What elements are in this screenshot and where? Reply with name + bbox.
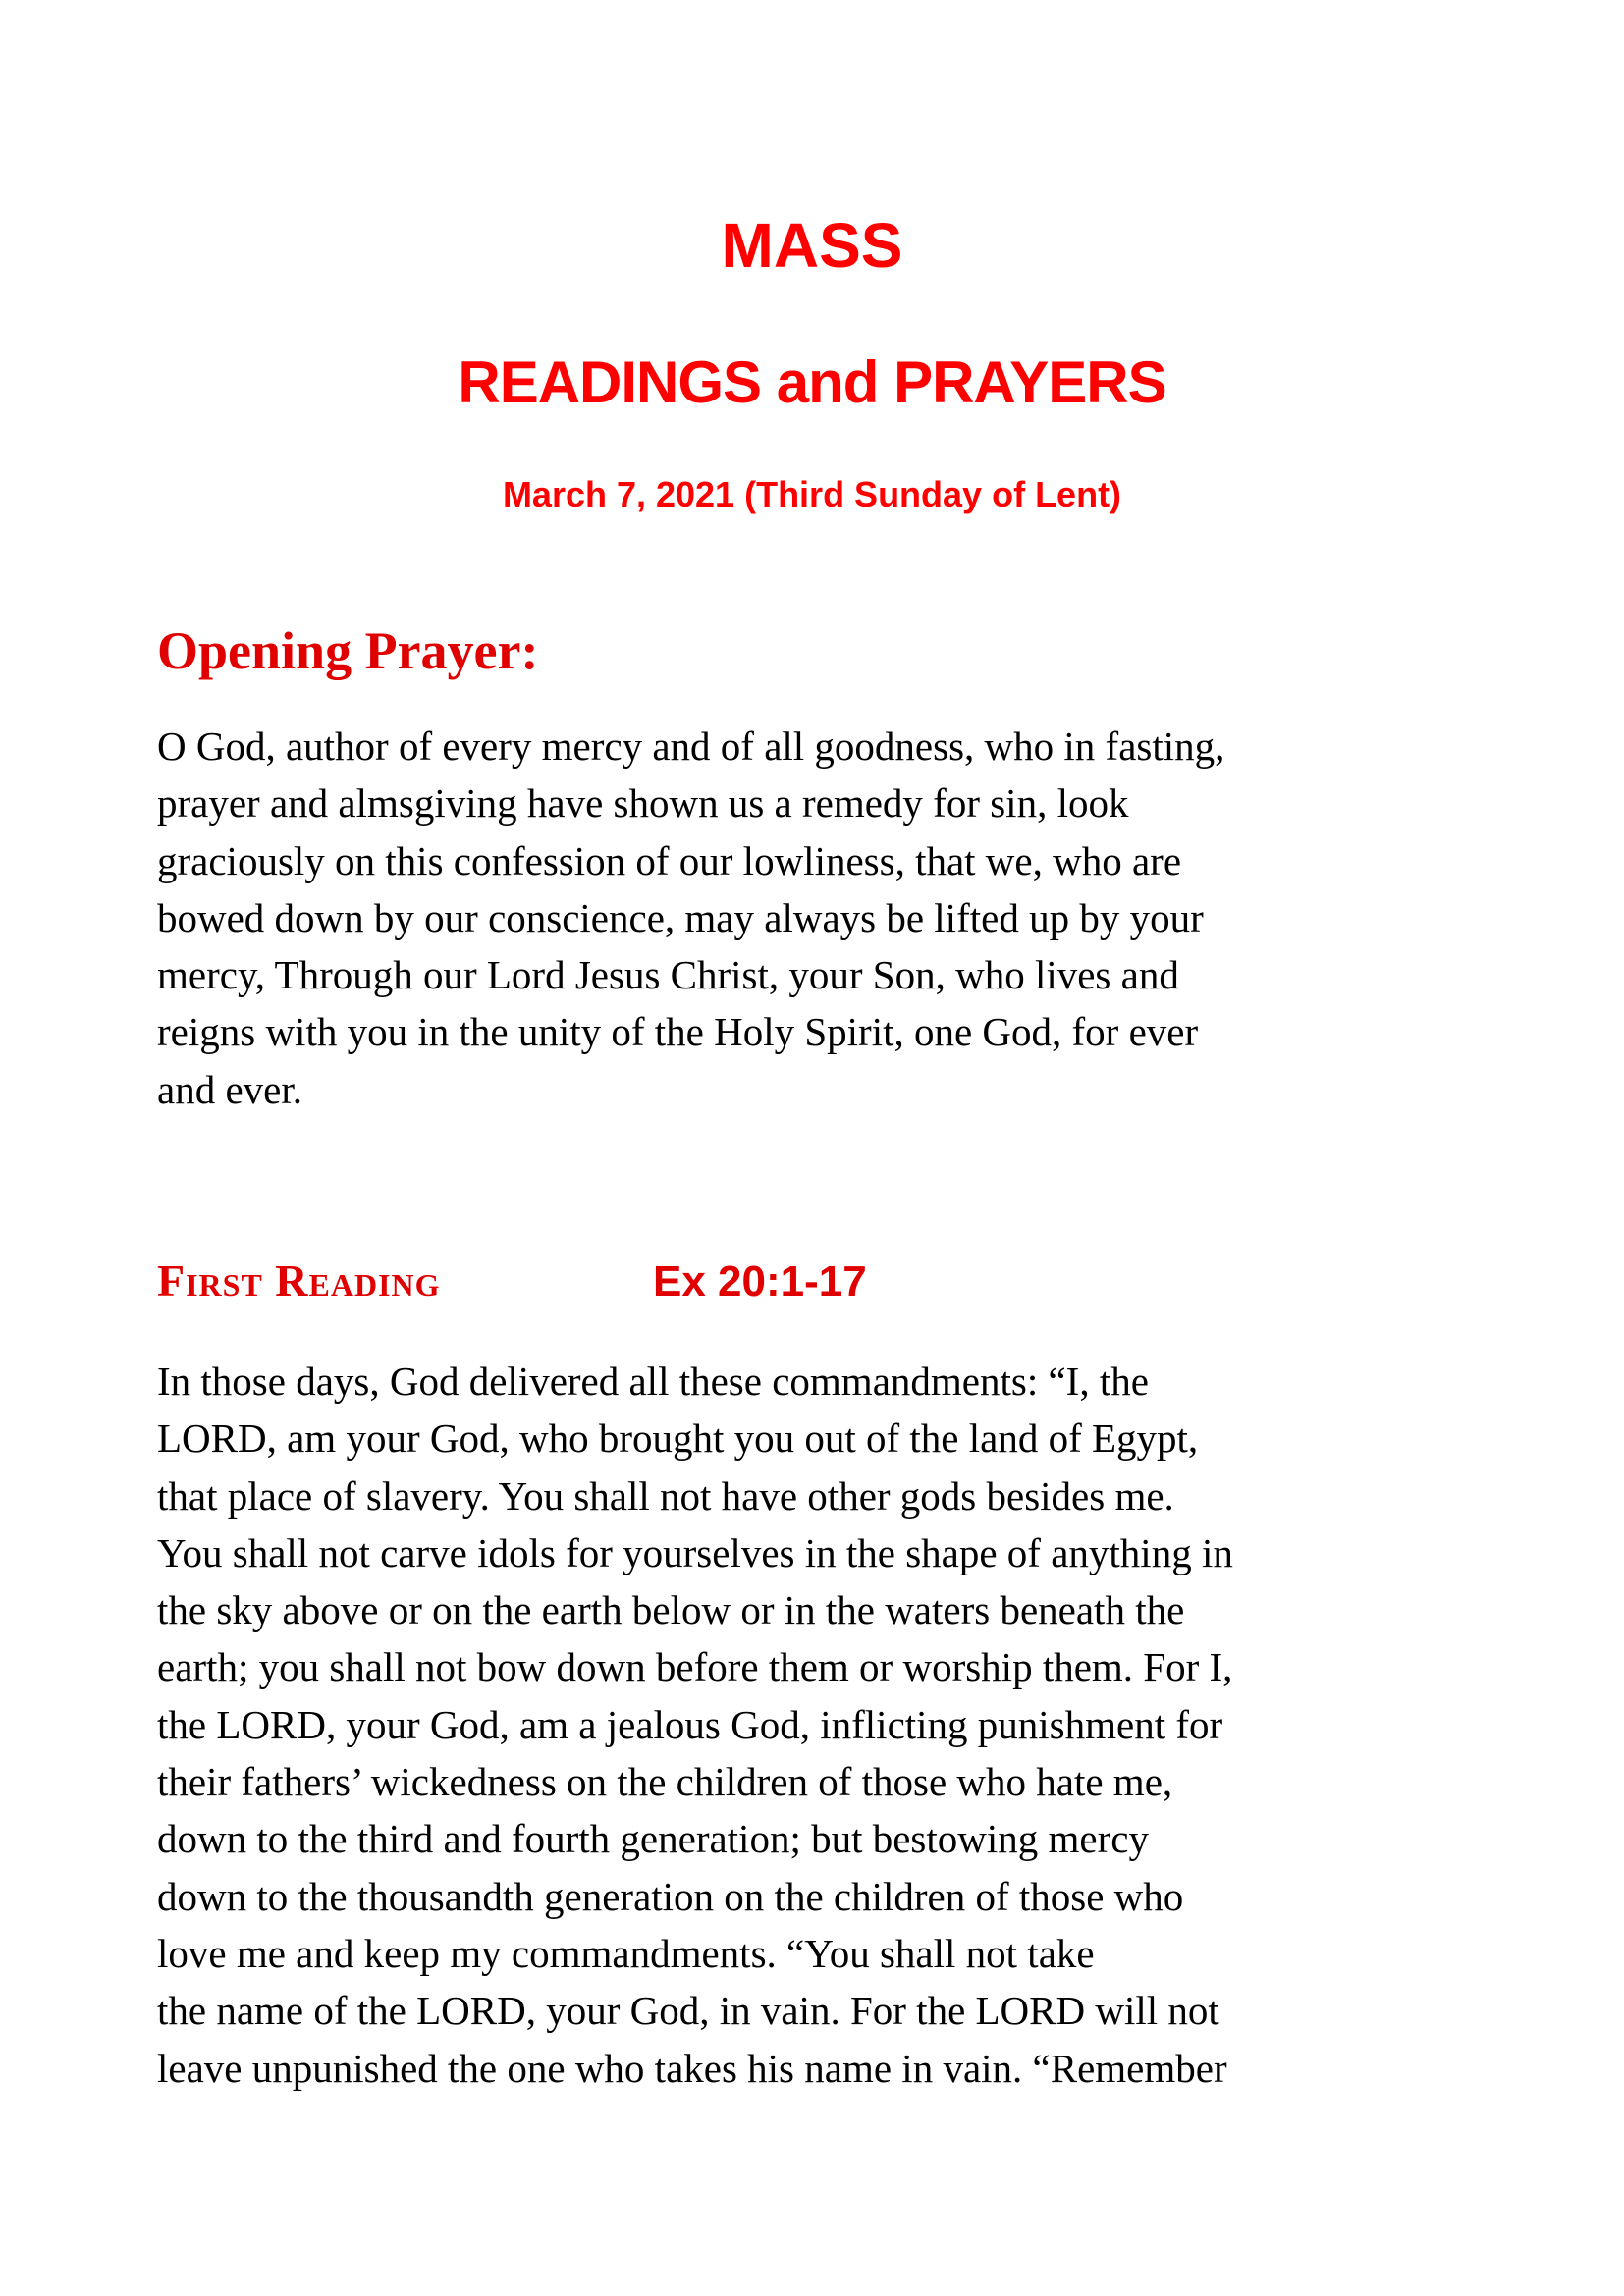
text-line: down to the thousandth generation on the children of those who: [157, 1873, 1184, 1919]
text-line: down to the third and fourth generation; but bestowing mercy: [157, 1816, 1149, 1862]
text-line: You shall not carve idols for yourselves in the shape of anything in: [157, 1529, 1233, 1575]
text-line: mercy, Through our Lord Jesus Christ, your Son, who lives and: [157, 952, 1179, 998]
text-line: the LORD, your God, am a jealous God, inflicting punishment for: [157, 1701, 1223, 1747]
text-line: the sky above or on the earth below or in the waters beneath the: [157, 1587, 1185, 1633]
text-line: LORD, am your God, who brought you out of the land of Egypt,: [157, 1415, 1199, 1462]
text-line: In those days, God delivered all these commandments: “I, the: [157, 1359, 1149, 1404]
text-line: graciously on this confession of our lowliness, that we, who are: [157, 837, 1182, 883]
text-line: their fathers’ wickedness on the children of those who hate me,: [157, 1759, 1173, 1805]
text-line: the name of the LORD, your God, in vain. For the LORD will not: [157, 1988, 1219, 2034]
document-subtitle: READINGS and PRAYERS: [458, 349, 1166, 415]
text-line: bowed down by our conscience, may always be lifted up by your: [157, 894, 1204, 940]
document-title: MASS: [721, 210, 903, 281]
text-line: reigns with you in the unity of the Holy Spirit, one God, for ever: [157, 1009, 1199, 1055]
document-date: March 7, 2021 (Third Sunday of Lent): [502, 474, 1122, 514]
text-line: love me and keep my commandments. “You shall not take: [157, 1930, 1095, 1976]
first-reading-heading: First Reading: [157, 1255, 441, 1306]
opening-prayer-heading: Opening Prayer:: [157, 621, 539, 680]
text-line: prayer and almsgiving have shown us a remedy for sin, look: [157, 780, 1129, 827]
text-line: that place of slavery. You shall not have other gods besides me.: [157, 1472, 1174, 1519]
opening-prayer-text: [157, 718, 1224, 1118]
text-line: earth; you shall not bow down before them or worship them. For I,: [157, 1644, 1233, 1690]
first-reading-reference: Ex 20:1-17: [653, 1257, 867, 1306]
text-line: leave unpunished the one who takes his name in vain. “Remember: [157, 2045, 1227, 2091]
text-line: O God, author of every mercy and of all goodness, who in fasting,: [157, 723, 1225, 769]
text-line: and ever.: [157, 1066, 302, 1112]
first-reading-text: [157, 1353, 1233, 2097]
